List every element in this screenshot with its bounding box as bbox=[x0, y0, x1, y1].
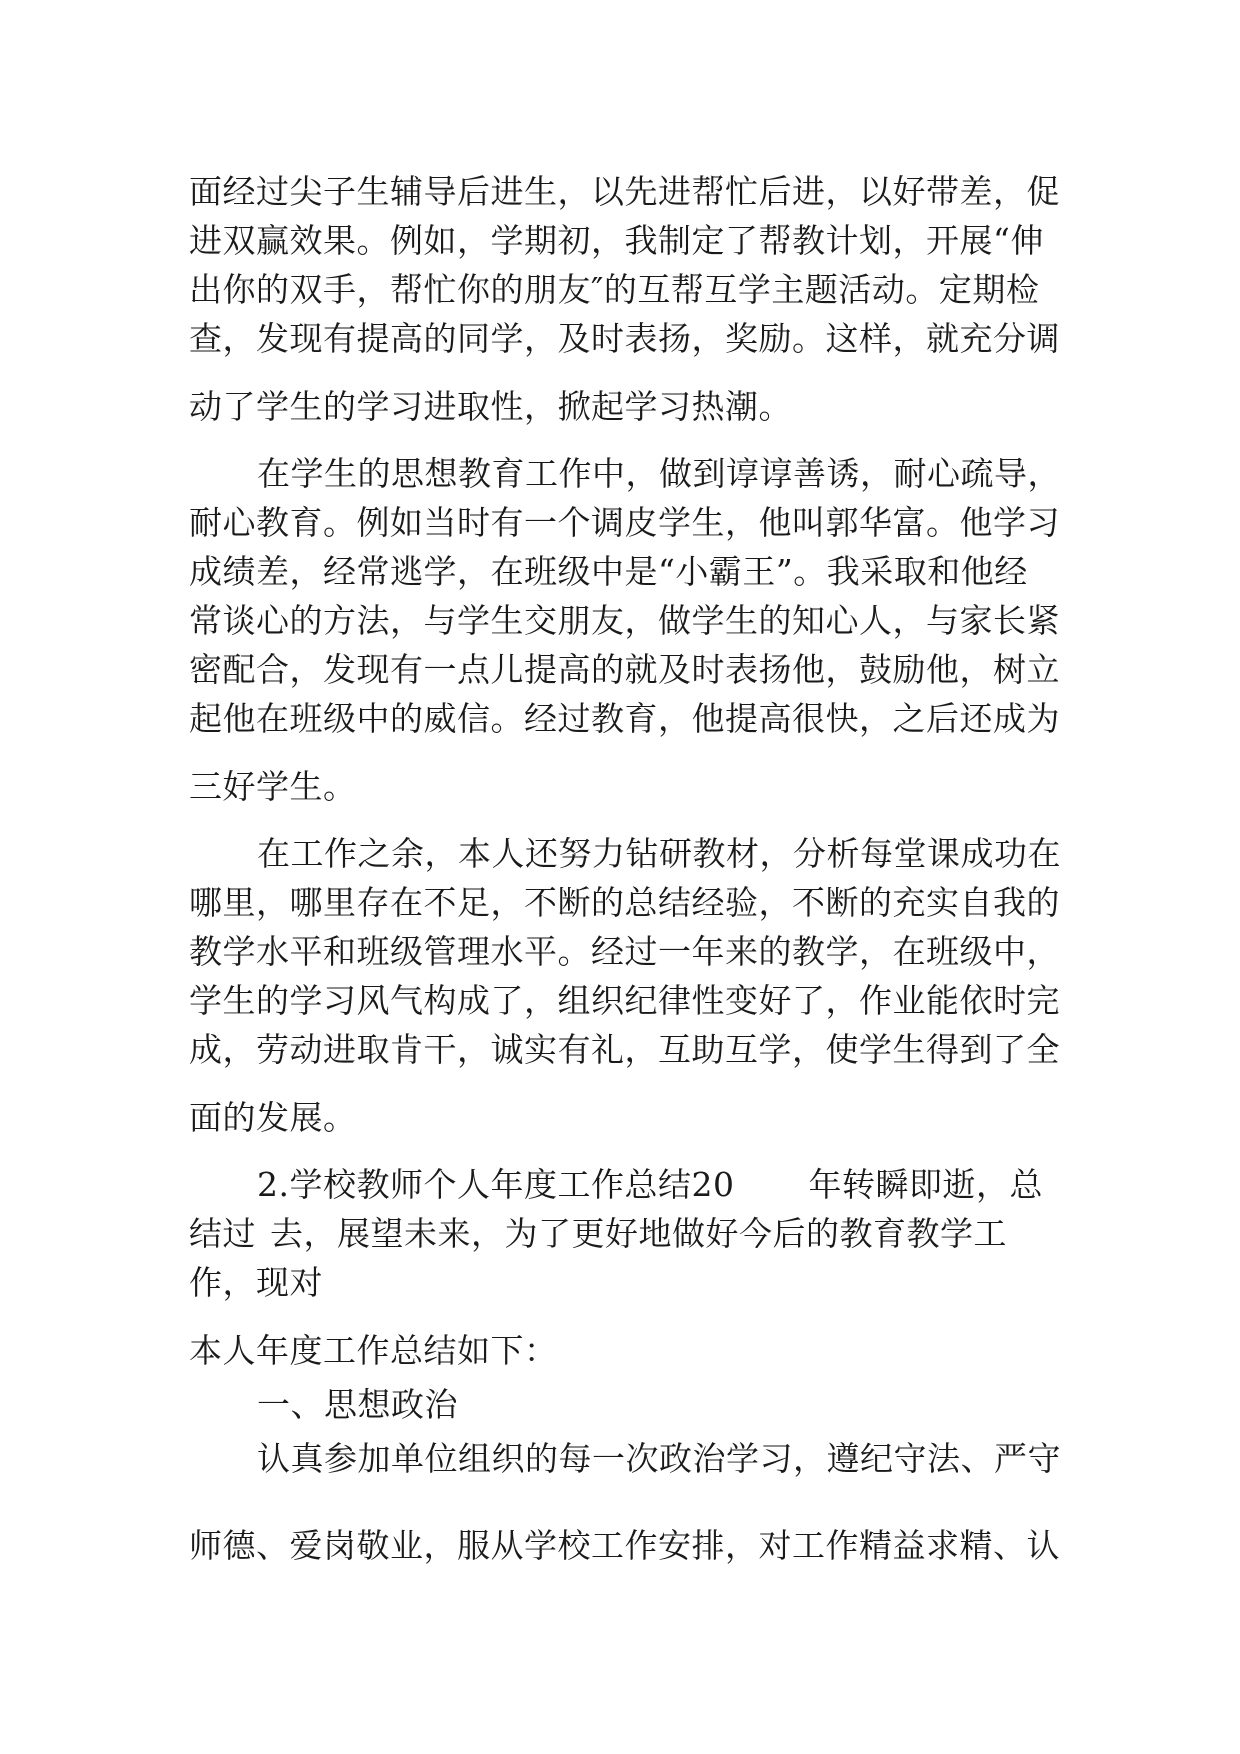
body-text-line: 常谈心的方法，与学生交朋友，做学生的知心人，与家长紧 bbox=[189, 601, 1060, 640]
body-text-line: 密配合，发现有一点儿提高的就及时表扬他，鼓励他，树立 bbox=[189, 650, 1060, 689]
paragraph-first-line: 在工作之余，本人还努力钻研教材，分析每堂课成功在 bbox=[257, 834, 1061, 873]
heading-text-part: 2.学校教师个人年度工作总结20 bbox=[257, 1165, 735, 1204]
body-text-line: 作，现对 bbox=[189, 1263, 323, 1302]
section-heading-line bbox=[257, 1165, 1043, 1205]
body-text-line: 哪里，哪里存在不足，不断的总结经验，不断的充实自我的 bbox=[189, 883, 1060, 922]
body-text-line: 耐心教育。例如当时有一个调皮学生，他叫郭华富。他学习 bbox=[189, 503, 1060, 542]
paragraph-first-line: 在学生的思想教育工作中，做到谆谆善诱，耐心疏导， bbox=[257, 454, 1061, 493]
body-text-line: 进双赢效果。例如，学期初，我制定了帮教计划，开展“伸 bbox=[189, 221, 1044, 260]
section-heading: 一、思想政治 bbox=[257, 1385, 458, 1424]
body-text-line: 师德、爱岗敬业，服从学校工作安排，对工作精益求精、认 bbox=[189, 1526, 1060, 1565]
body-text-line: 学生的学习风气构成了，组织纪律性变好了，作业能依时完 bbox=[189, 981, 1060, 1020]
paragraph-first-line: 认真参加单位组织的每一次政治学习，遵纪守法、严守 bbox=[257, 1439, 1061, 1478]
body-text-line: 动了学生的学习进取性，掀起学习热潮。 bbox=[189, 387, 792, 426]
text-part: 结过 bbox=[189, 1214, 256, 1253]
body-text-line: 面经过尖子生辅导后进生，以先进帮忙后进，以好带差，促 bbox=[189, 172, 1060, 211]
body-text-line: 教学水平和班级管理水平。经过一年来的教学，在班级中， bbox=[189, 932, 1060, 971]
text-part: 去，展望未来，为了更好地做好今后的教育教学工 bbox=[270, 1214, 1007, 1253]
body-text-line: 成，劳动进取肯干，诚实有礼，互助互学，使学生得到了全 bbox=[189, 1030, 1060, 1069]
body-text-line: 本人年度工作总结如下： bbox=[189, 1331, 558, 1370]
body-text-line: 起他在班级中的威信。经过教育，他提高很快，之后还成为 bbox=[189, 699, 1060, 738]
body-text-line: 三好学生。 bbox=[189, 767, 357, 806]
heading-text-part: 年转瞬即逝，总 bbox=[808, 1165, 1043, 1204]
body-text-line: 面的发展。 bbox=[189, 1098, 357, 1137]
body-text-line: 成绩差，经常逃学，在班级中是“小霸王”。我采取和他经 bbox=[189, 552, 1028, 591]
body-text-line: 查，发现有提高的同学，及时表扬，奖励。这样，就充分调 bbox=[189, 319, 1060, 358]
body-text-line: 出你的双手，帮忙你的朋友″的互帮互学主题活动。定期检 bbox=[189, 270, 1040, 309]
body-text-line bbox=[189, 1214, 1007, 1254]
